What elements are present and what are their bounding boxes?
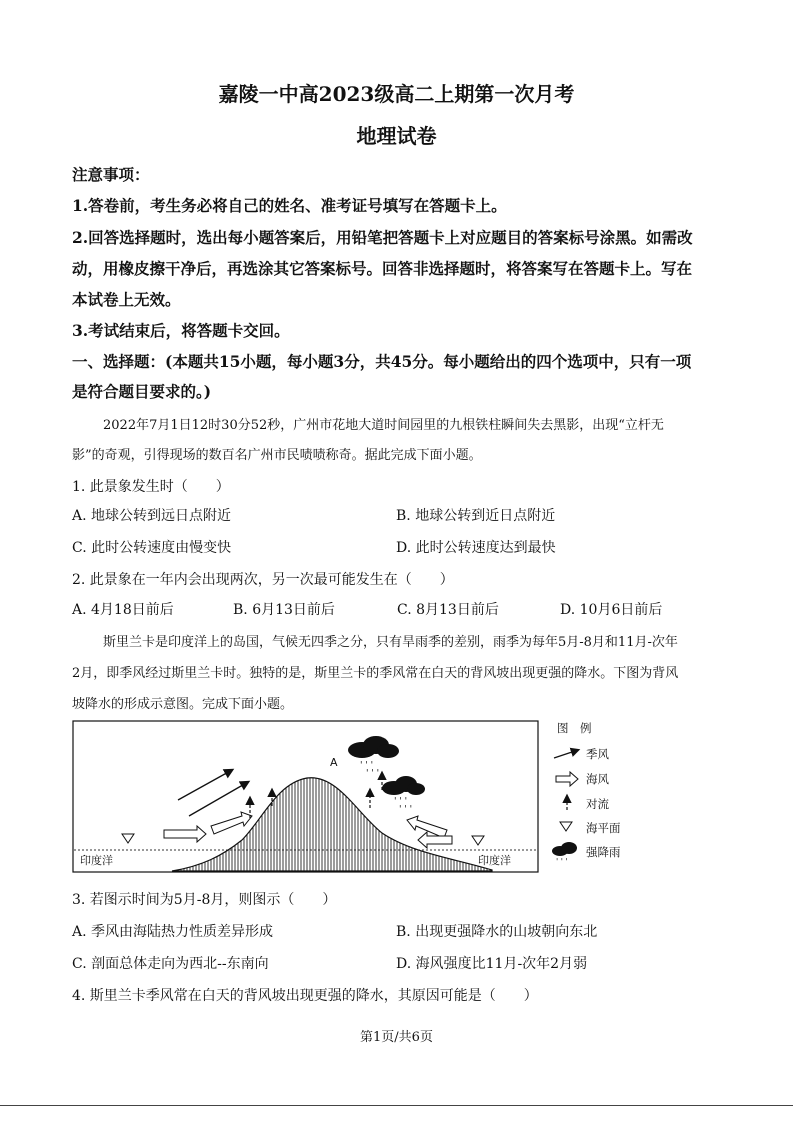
notes-heading: 注意事项： (72, 165, 150, 184)
sea-level-marker (122, 834, 134, 843)
q2-option-d: D. 10月6日前后 (560, 602, 663, 618)
note-item-3: 3.考试结束后，将答题卡交回。 (72, 321, 290, 340)
legend-sealevel-icon (560, 822, 572, 831)
q3-stem: 3. 若图示时间为5月-8月，则图示（ ） (72, 892, 337, 908)
q1-option-a: A. 地球公转到远日点附近 (72, 508, 232, 524)
sea-breeze-arrow (211, 812, 252, 834)
q3-option-c: C. 剖面总体走向为西北--东南向 (72, 956, 269, 972)
exam-subtitle: 地理试卷 (356, 124, 437, 148)
q1-stem: 1. 此景象发生时（ ） (72, 479, 230, 495)
note-item-2-line-1: 2.回答选择题时，选出每小题答案后，用铅笔把答题卡上对应题目的答案标号涂黑。如需改 (72, 228, 693, 247)
q2-option-b: B. 6月13日前后 (233, 602, 335, 618)
legend-monsoon-icon (554, 750, 578, 758)
svg-text:' ' ': ' ' ' (399, 805, 413, 815)
section-heading-line-2: 是符合题目要求的。) (72, 382, 212, 401)
passage-2-line-1: 斯里兰卡是印度洋上的岛国，气候无四季之分，只有旱雨季的差别，雨季为每年5月-8月和11月-次年 (103, 635, 678, 650)
exam-title: 嘉陵一中高2023级高二上期第一次月考 (218, 82, 575, 106)
q3-option-b: B. 出现更强降水的山坡朝向东北 (396, 924, 598, 940)
q1-option-b: B. 地球公转到近日点附近 (396, 508, 556, 524)
svg-text:' ' ': ' ' ' (394, 797, 408, 807)
section-heading-line-1: 一、选择题：(本题共15小题，每小题3分，共45分。每小题给出的四个选项中，只有一项 (72, 352, 692, 371)
q2-option-c: C. 8月13日前后 (397, 602, 499, 618)
legend-title: 图 例 (557, 721, 592, 735)
legend-rain-icon (552, 842, 577, 866)
note-item-1: 1.答卷前，考生务必将自己的姓名、准考证号填写在答题卡上。 (72, 196, 507, 215)
legend-sealevel: 海平面 (586, 821, 621, 835)
note-item-2-line-3: 本试卷上无效。 (72, 290, 181, 309)
point-a-label: A (330, 756, 338, 769)
ocean-label-right: 印度洋 (478, 854, 511, 867)
passage-1-line-1: 2022年7月1日12时30分52秒，广州市花地大道时间园里的九根铁柱瞬间失去黑影，出现“立杆无 (103, 418, 664, 433)
q2-option-a: A. 4月18日前后 (72, 602, 174, 618)
passage-2-line-3: 坡降水的形成示意图。完成下面小题。 (72, 697, 294, 712)
legend-convection: 对流 (586, 797, 609, 811)
page-footer: 第1页/共6页 (360, 1030, 433, 1045)
leeward-rain-diagram (72, 718, 732, 878)
monsoon-arrow (189, 782, 248, 816)
bottom-divider (0, 1105, 793, 1106)
svg-text:' ' ': ' ' ' (360, 761, 374, 771)
legend-seabreeze-icon (556, 772, 578, 786)
svg-text:' ' ': ' ' ' (366, 769, 380, 779)
svg-text:' ' ': ' ' ' (556, 857, 568, 866)
sea-breeze-arrow (164, 826, 206, 842)
ocean-label-left: 印度洋 (80, 854, 113, 867)
heavy-rain-cloud (382, 776, 425, 815)
note-item-2-line-2: 动，用橡皮擦干净后，再选涂其它答案标号。回答非选择题时，将答案写在答题卡上。写在 (72, 259, 693, 278)
passage-1-line-2: 影”的奇观，引得现场的数百名广州市民啧啧称奇。据此完成下面小题。 (72, 448, 482, 463)
q1-option-c: C. 此时公转速度由慢变快 (72, 540, 232, 556)
legend-seabreeze: 海风 (586, 772, 609, 786)
heavy-rain-cloud (348, 736, 399, 779)
q2-stem: 2. 此景象在一年内会出现两次，另一次最可能发生在（ ） (72, 572, 454, 588)
q3-option-d: D. 海风强度比11月-次年2月弱 (396, 956, 588, 972)
sea-level-marker (472, 836, 484, 845)
legend-rain: 强降雨 (586, 845, 621, 859)
legend-monsoon: 季风 (586, 747, 609, 761)
passage-2-line-2: 2月，即季风经过斯里兰卡时。独特的是，斯里兰卡的季风常在白天的背风坡出现更强的降水。下图为背风 (72, 666, 679, 681)
q3-option-a: A. 季风由海陆热力性质差异形成 (72, 924, 274, 940)
q4-stem: 4. 斯里兰卡季风常在白天的背风坡出现更强的降水，其原因可能是（ ） (72, 988, 538, 1004)
q1-option-d: D. 此时公转速度达到最快 (396, 540, 556, 556)
